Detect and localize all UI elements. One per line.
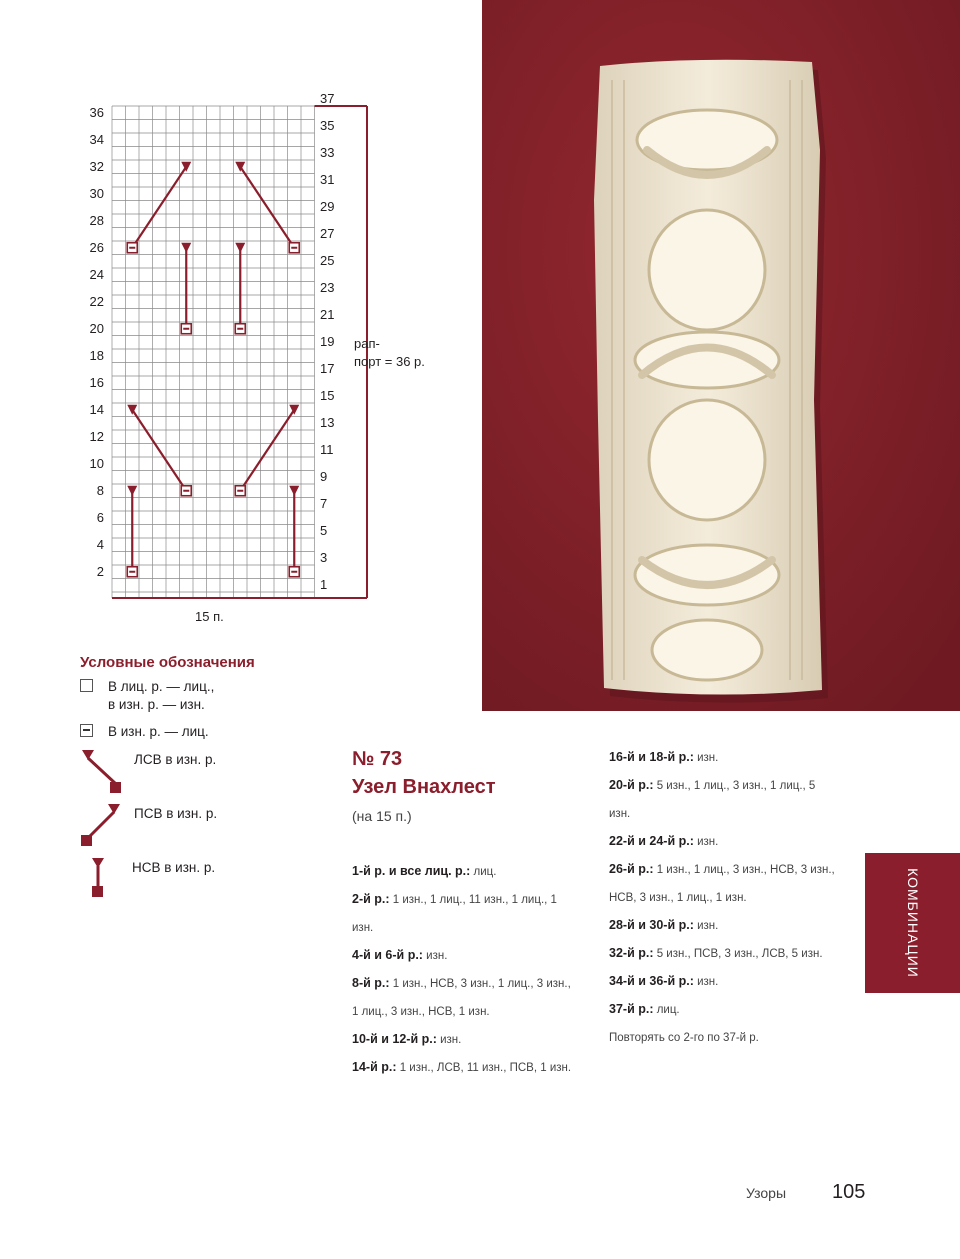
instruction-row-text: 1 изн., НСВ, 3 изн., 1 лиц., 3 изн.,: [389, 978, 571, 990]
chart-row-number: 35: [320, 118, 335, 134]
instruction-line: [352, 1026, 592, 1054]
instruction-row-label: 20-й р.:: [609, 778, 654, 792]
chart-row-number: 1: [320, 577, 328, 593]
chart-row-number: 37: [320, 91, 335, 107]
chart-row-number: 15: [320, 388, 335, 404]
chart-row-number: 33: [320, 145, 335, 161]
instruction-row-text: изн.: [693, 752, 719, 764]
instruction-line: [352, 970, 592, 998]
chart-row-number: 30: [89, 185, 104, 201]
chart-row-number: 11: [320, 442, 334, 458]
legend-item-knit-line2: в изн. р. — изн.: [108, 697, 205, 712]
instruction-line: [609, 996, 854, 1024]
instruction-row-text: 1 изн., ЛСВ, 11 изн., ПСВ, 1 изн.: [396, 1062, 572, 1074]
footer-section-name: Узоры: [746, 1185, 787, 1201]
chart-row-number: 26: [89, 239, 104, 255]
instruction-row-text: Повторять со 2-го по 37-й р.: [609, 1032, 759, 1044]
instruction-row-label: 16-й и 18-й р.:: [609, 750, 694, 764]
legend-item-purl: В изн. р. — лиц.: [108, 724, 209, 739]
chart-row-number: 27: [320, 226, 335, 242]
instruction-line: [609, 772, 854, 800]
cable-line: [240, 410, 294, 491]
instruction-row-label: 1-й р. и все лиц. р.:: [352, 864, 471, 878]
instruction-row-label: 37-й р.:: [609, 1002, 654, 1016]
chart-row-number: 22: [89, 293, 104, 309]
chart-row-number: 32: [89, 158, 104, 174]
instruction-line: [609, 800, 854, 828]
instruction-row-text: изн.: [609, 808, 631, 820]
pattern-name: Узел Внахлест: [352, 776, 496, 798]
instruction-row-text: изн.: [693, 920, 719, 932]
vertical-cross-icon: [88, 856, 112, 900]
instruction-row-text: изн.: [693, 976, 719, 988]
instruction-line: [352, 998, 592, 1026]
instruction-row-label: 4-й и 6-й р.:: [352, 948, 423, 962]
repeat-label: [354, 335, 425, 371]
instruction-line: [352, 1054, 592, 1082]
instruction-row-text: 1 лиц., 3 изн., НСВ, 1 изн.: [352, 1006, 490, 1018]
page-number: 105: [832, 1181, 866, 1203]
chart-row-number: 36: [89, 104, 104, 120]
left-cross-icon: [78, 748, 128, 798]
chart-row-number: 10: [89, 455, 104, 471]
chart-row-number: 31: [320, 172, 335, 188]
instruction-row-label: 22-й и 24-й р.:: [609, 834, 694, 848]
instruction-row-text: НСВ, 3 изн., 1 лиц., 1 изн.: [609, 892, 747, 904]
chart-row-number: 7: [320, 496, 328, 512]
legend-item-lsv: ЛСВ в изн. р.: [134, 752, 217, 767]
instruction-row-text: 1 изн., 1 лиц., 3 изн., НСВ, 3 изн.,: [653, 864, 835, 876]
legend-item-knit: [108, 678, 214, 714]
chart-row-number: 13: [320, 415, 335, 431]
instruction-row-label: 14-й р.:: [352, 1060, 397, 1074]
chart-row-number: 29: [320, 199, 335, 215]
instruction-row-label: 2-й р.:: [352, 892, 390, 906]
instruction-row-text: 5 изн., ПСВ, 3 изн., ЛСВ, 5 изн.: [653, 948, 823, 960]
instruction-line: [352, 942, 592, 970]
chart-row-number: 21: [320, 307, 335, 323]
chart-row-number: 19: [320, 334, 335, 350]
instructions-right: [609, 744, 854, 1052]
stitch-count-label: 15 п.: [195, 609, 224, 624]
chart-row-number: 17: [320, 361, 335, 377]
instruction-line: [609, 884, 854, 912]
chart-row-number: 6: [96, 509, 104, 525]
chart-row-number: 18: [89, 347, 104, 363]
instruction-row-text: 1 изн., 1 лиц., 11 изн., 1 лиц., 1: [389, 894, 557, 906]
purl-square-icon: [80, 724, 93, 737]
repeat-label-line1: рап-: [354, 336, 380, 351]
chart-row-number: 14: [89, 401, 104, 417]
chart-grid: [0, 0, 480, 640]
instruction-row-label: 34-й и 36-й р.:: [609, 974, 694, 988]
instruction-row-label: 26-й р.:: [609, 862, 654, 876]
chart-row-number: 5: [320, 523, 328, 539]
cable-line: [132, 167, 186, 248]
cable-line: [132, 410, 186, 491]
instruction-line: [352, 914, 592, 942]
knit-square-icon: [80, 679, 93, 692]
instruction-row-text: лиц.: [470, 866, 497, 878]
section-side-tab-label: КОМБИНАЦИИ: [904, 868, 921, 978]
instruction-row-text: лиц.: [653, 1004, 680, 1016]
cable-start-marker: [289, 486, 299, 496]
legend-title: Условные обозначения: [80, 654, 255, 671]
chart-row-number: 4: [96, 536, 104, 552]
instruction-line: [352, 886, 592, 914]
chart-row-number: 24: [89, 266, 104, 282]
legend-item-psv: ПСВ в изн. р.: [134, 806, 218, 821]
instruction-row-text: 5 изн., 1 лиц., 3 изн., 1 лиц., 5: [653, 780, 816, 792]
cable-start-marker: [235, 243, 245, 253]
chart-row-number: 25: [320, 253, 335, 269]
instruction-row-text: изн.: [352, 922, 374, 934]
instruction-line: [609, 940, 854, 968]
instruction-line: [609, 1024, 854, 1052]
pattern-stitches: (на 15 п.): [352, 808, 412, 824]
chart-row-number: 16: [89, 374, 104, 390]
chart-row-number: 20: [89, 320, 104, 336]
instruction-row-label: 28-й и 30-й р.:: [609, 918, 694, 932]
chart-row-number: 28: [89, 212, 104, 228]
chart-row-number: 8: [96, 482, 104, 498]
instruction-line: [609, 744, 854, 772]
pattern-number: № 73: [352, 748, 403, 770]
chart-row-number: 9: [320, 469, 328, 485]
instruction-line: [352, 858, 592, 886]
chart-row-number: 23: [320, 280, 335, 296]
instructions-left: [352, 858, 592, 1082]
instruction-row-text: изн.: [436, 1034, 462, 1046]
repeat-label-line2: порт = 36 р.: [354, 354, 425, 369]
instruction-line: [609, 828, 854, 856]
chart-row-number: 34: [89, 131, 104, 147]
legend-item-nsv: НСВ в изн. р.: [132, 860, 216, 875]
instruction-line: [609, 912, 854, 940]
chart-row-number: 2: [96, 563, 104, 579]
instruction-line: [609, 968, 854, 996]
instruction-line: [609, 856, 854, 884]
legend-item-knit-line1: В лиц. р. — лиц.,: [108, 679, 215, 694]
knitted-sample-photo: [482, 0, 960, 711]
instruction-row-label: 32-й р.:: [609, 946, 654, 960]
cable-start-marker: [181, 243, 191, 253]
section-side-tab: [865, 853, 960, 993]
instruction-row-text: изн.: [422, 950, 448, 962]
cable-start-marker: [127, 486, 137, 496]
chart-row-number: 12: [89, 428, 104, 444]
instruction-row-label: 8-й р.:: [352, 976, 390, 990]
right-cross-icon: [78, 802, 128, 852]
instruction-row-label: 10-й и 12-й р.:: [352, 1032, 437, 1046]
instruction-row-text: изн.: [693, 836, 719, 848]
cable-line: [240, 167, 294, 248]
chart-row-number: 3: [320, 550, 328, 566]
